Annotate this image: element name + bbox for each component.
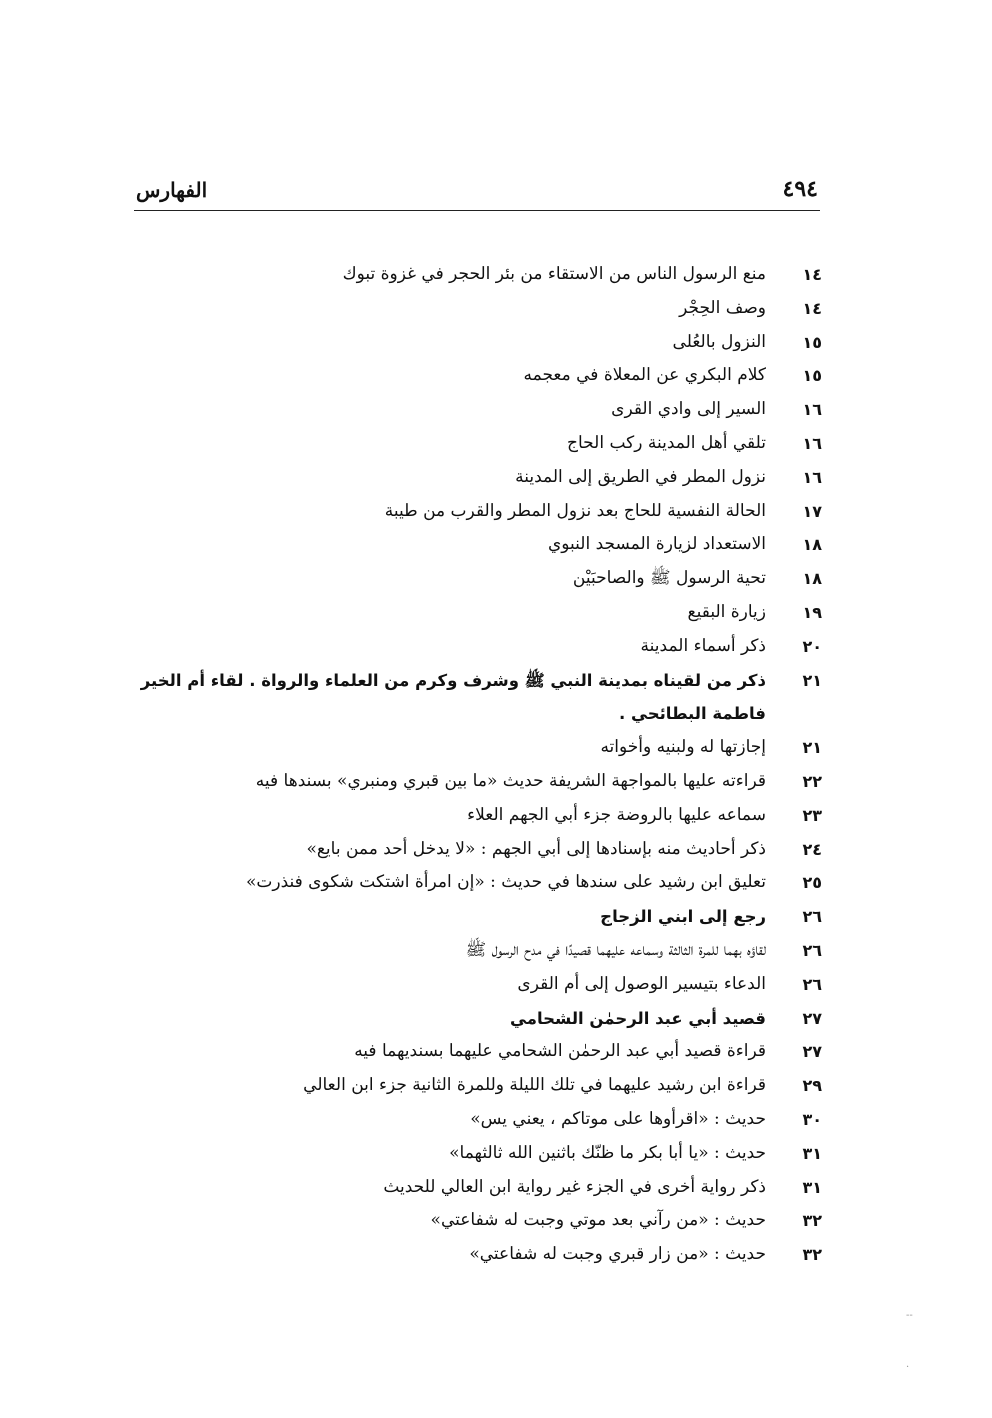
toc-entry-title: رجع إلى ابني الزجاج (600, 907, 766, 927)
toc-entry-page: ٢١ (802, 670, 822, 690)
toc-entry-title: وصف الحِجْر (679, 297, 766, 318)
toc-entry (130, 427, 822, 461)
toc-entry-title: تحية الرسول ﷺ والصاحبَيْن (572, 568, 766, 589)
toc-entry-page: ٢٥ (802, 873, 822, 893)
page-header (134, 176, 820, 211)
toc-entry-page: ٢١ (802, 738, 822, 758)
toc-entry-page: ٢٢ (802, 771, 822, 791)
toc-entry (130, 630, 822, 664)
toc-entry (130, 968, 822, 1002)
toc-entry-title: قصيد أبي عبد الرحمٰن الشحامي (510, 1008, 766, 1028)
toc-entry-page: ١٥ (802, 366, 822, 386)
toc-entry (130, 833, 822, 867)
toc-entry-title: منع الرسول الناس من الاستقاء من بئر الحجر في غزوة تبوك (342, 264, 766, 284)
toc-entry-title: زيارة البقيع (687, 601, 766, 622)
toc-entry-title: النزول بالعُلى (672, 331, 766, 352)
toc-entry-title: حديث : «من زار قبري وجبت له شفاعتي» (469, 1244, 766, 1265)
section-title: الفهارس (136, 178, 208, 202)
toc-entry-page: ٢٦ (802, 940, 822, 960)
toc-entry-title: السير إلى وادي القرى (611, 399, 766, 420)
toc-entry-page: ٣٢ (802, 1245, 822, 1265)
toc-entry (130, 258, 822, 292)
toc-entry-page: ١٦ (802, 433, 822, 453)
toc-entry (130, 1069, 822, 1103)
toc-entry (130, 866, 822, 900)
toc-entry (130, 495, 822, 529)
toc-entry-title: حديث : «اقرأوها على موتاكم ، يعني يس» (470, 1108, 766, 1129)
toc-entry-title: حديث : «من رآني بعد موتي وجبت له شفاعتي» (430, 1210, 766, 1231)
toc-entry-page: ٢٦ (802, 974, 822, 994)
toc-entry-title: ذكر رواية أخرى في الجزء غير رواية ابن العالي للحديث (383, 1176, 766, 1197)
toc-entry-page: ١٧ (802, 501, 822, 521)
toc-entry-title: ذكر أسماء المدينة (640, 635, 766, 656)
toc-entry-title: لقاؤه بهما للمرة الثالثة وسماعه عليهما قصيدًا في مدح الرسول ﷺ (465, 939, 766, 960)
toc-entry (130, 1002, 822, 1036)
toc-entry-title: قراءته عليها بالمواجهة الشريفة حديث «ما بين قبري ومنبري» بسندها فيه (255, 770, 766, 791)
toc-entry (130, 1171, 822, 1205)
toc-entry-title: حديث : «يا أبا بكر ما ظنّك باثنين الله ثالثهما» (449, 1142, 766, 1163)
toc-entry-title: تلقي أهل المدينة ركب الحاج (567, 432, 766, 453)
toc-entry-page: ١٩ (802, 602, 822, 622)
toc-entry-title: نزول المطر في الطريق إلى المدينة (515, 466, 766, 487)
toc-entry (130, 1204, 822, 1238)
toc-entry-page: ١٤ (802, 265, 822, 284)
toc-entry-page: ٢٧ (802, 1008, 822, 1028)
toc-entry-page: ٢٦ (802, 907, 822, 927)
toc-entry-page: ٢٣ (802, 805, 822, 825)
toc-entry (130, 799, 822, 833)
toc-entry-title: سماعه عليها بالروضة جزء أبي الجهم العلاء (467, 804, 766, 825)
toc-entry-title: إجازتها له ولبنيه وأخواته (600, 737, 766, 758)
toc-entry-title: تعليق ابن رشيد على سندها في حديث : «إن امرأة اشتكت شكوى فنذرت» (245, 872, 766, 893)
toc-entry-page: ٢٩ (802, 1076, 822, 1096)
toc-entry (130, 528, 822, 562)
toc-entry-title: ذكر أحاديث منه بإسنادها إلى أبي الجهم : «لا يدخل أحد ممن بايع» (306, 838, 766, 859)
toc-entry (130, 731, 822, 765)
toc-entry-page: ٢٤ (802, 839, 822, 859)
toc-entry-page: ١٥ (802, 332, 822, 352)
toc-entry (130, 562, 822, 596)
toc-entry (130, 326, 822, 360)
toc-entry (130, 461, 822, 495)
toc-entry-title: كلام البكري عن المعلاة في معجمه (523, 365, 766, 386)
toc-entry-page: ٢٧ (802, 1042, 822, 1062)
toc-entry (130, 664, 822, 732)
toc-entry (130, 1238, 822, 1272)
toc-entry (130, 596, 822, 630)
toc-entry-page: ١٦ (802, 400, 822, 420)
toc-entry (130, 1137, 822, 1171)
toc-entry-title: الحالة النفسية للحاج بعد نزول المطر والقرب من طيبة (384, 500, 766, 521)
toc-entry-page: ٣١ (802, 1177, 822, 1197)
toc-entry-page: ٢٠ (802, 636, 822, 656)
toc-entry (130, 1035, 822, 1069)
toc-entry (130, 292, 822, 326)
margin-mark: · (906, 1362, 910, 1373)
toc-entry (130, 934, 822, 968)
toc-entry-page: ١٦ (802, 467, 822, 487)
page-number: ٤٩٤ (782, 176, 818, 202)
toc-entry-page: ١٤ (802, 298, 822, 318)
toc-entry-title: ذكر من لقيناه بمدينة النبي ﷺ وشرف وكرم من العلماء والرواة . لقاء أم الخير فاطمة البطائحي . (140, 670, 766, 724)
toc-entry (130, 359, 822, 393)
toc-entry-page: ١٨ (802, 535, 822, 555)
toc-entry (130, 1103, 822, 1137)
toc-entry-page: ٣١ (802, 1143, 822, 1163)
toc-entry-page: ١٨ (802, 569, 822, 589)
toc-entry-title: قراءة ابن رشيد عليهما في تلك الليلة وللمرة الثانية جزء ابن العالي (303, 1075, 766, 1096)
toc-entry-page: ٣٠ (802, 1109, 822, 1129)
toc-entry-page: ٣٢ (802, 1211, 822, 1231)
toc-entry (130, 393, 822, 427)
toc-entry-title: قراءة قصيد أبي عبد الرحمٰن الشحامي عليهما بسنديهما فيه (354, 1041, 766, 1062)
toc-entry (130, 900, 822, 934)
toc-entry (130, 765, 822, 799)
toc-entry-title: الدعاء بتيسير الوصول إلى أم القرى (517, 973, 766, 994)
toc-entry-title: الاستعداد لزيارة المسجد النبوي (547, 534, 766, 555)
table-of-contents (130, 258, 822, 1272)
margin-mark: -‏- (906, 1310, 913, 1321)
